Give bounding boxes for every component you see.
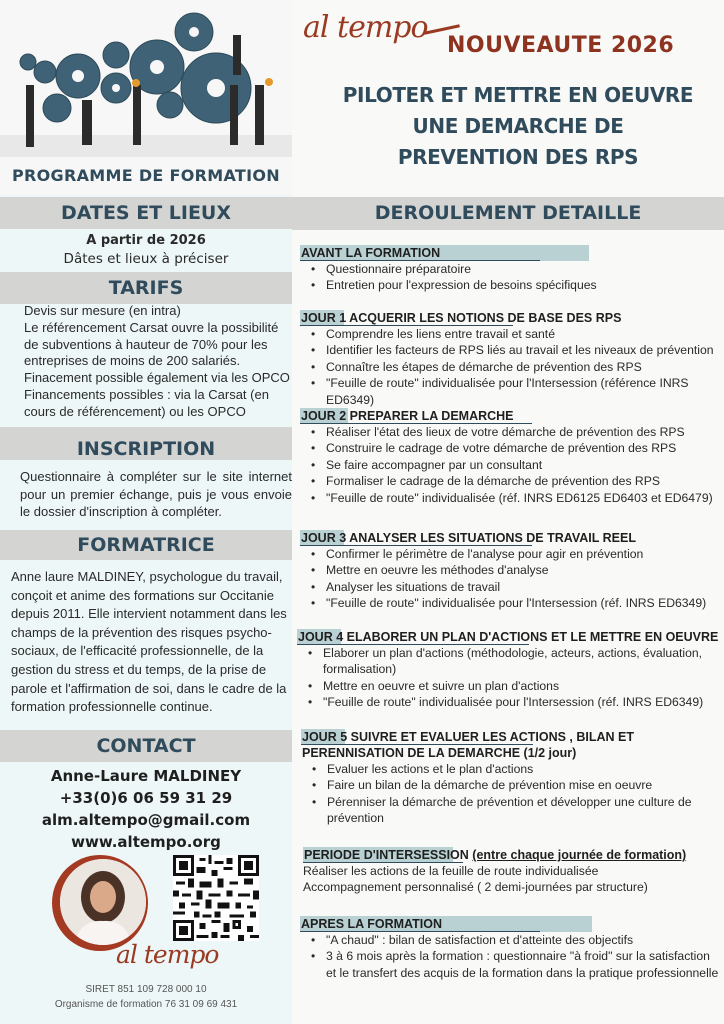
contact-name: Anne-Laure MALDINEY [50, 767, 242, 785]
list-item: • Questionnaire préparatoire [300, 261, 720, 277]
list-item: • Mettre en oeuvre les méthodes d'analyse [300, 562, 720, 578]
contact-website[interactable]: www.altempo.org [71, 833, 221, 851]
section-title: JOUR 3 ANALYSER LES SITUATIONS DE TRAVAIL REEL [301, 531, 636, 545]
tarifs-text: Devis sur mesure (en intra) Le référencement Carsat ouvre la possibilité de subventions à hauteur de 70% pour les entreprises de moins de 200 salariés. Finacement possible également via les OPCO Financements possibles : via la Carsat (en cours de référencement) ou les OPCO [24, 303, 290, 419]
dates-info [0, 231, 292, 269]
qr-code-icon [173, 855, 259, 941]
section-jour2 [300, 408, 720, 506]
list-item: • "Feuille de route" individualisée pour l'Intersession (réf. INRS ED6349) [300, 595, 720, 611]
section-title: APRES LA FORMATION [300, 916, 720, 932]
list-item: • Construire le cadrage de votre démarche de prévention des RPS [300, 440, 720, 456]
section-title: PERIODE D'INTERSESSION (entre chaque journée de formation) [304, 848, 687, 862]
program-label: PROGRAMME DE FORMATION [12, 166, 280, 185]
list-item: • Pérenniser la démarche de prévention et développer une culture de prévention [301, 794, 721, 827]
brand-logo: al tempo [303, 10, 460, 45]
tarifs-heading: TARIFS [0, 272, 292, 304]
hero-gears-illustration [0, 0, 292, 195]
contact-phone[interactable]: +33(0)6 06 59 31 29 [59, 789, 233, 807]
section-title: JOUR 1 ACQUERIR LES NOTIONS DE BASE DES RPS [301, 311, 622, 325]
new-badge: NOUVEAUTE 2026 [447, 33, 675, 58]
list-item: • Formaliser le cadrage de la démarche de prévention des RPS [300, 473, 720, 489]
brand-logo-bottom: al tempo [116, 940, 219, 969]
list-item: • Réaliser l'état des lieux de votre démarche de prévention des RPS [300, 424, 720, 440]
list-item: • Analyser les situations de travail [300, 579, 720, 595]
gears-icon [0, 0, 292, 165]
list-item: • Faire un bilan de la démarche de prévention mise en oeuvre [301, 777, 721, 793]
avatar [52, 855, 148, 951]
section-jour4 [297, 629, 720, 711]
contact-details [0, 765, 292, 853]
section-title: JOUR 5 SUIVRE ET EVALUER LES ACTIONS , BILAN ET PERENNISATION DE LA DEMARCHE (1/2 jour) [302, 730, 634, 760]
contact-heading: CONTACT [0, 730, 292, 762]
section-avant [300, 245, 720, 294]
list-item: • Se faire accompagner par un consultant [300, 457, 720, 473]
company-registration [0, 982, 292, 1012]
list-item: • "A chaud" : bilan de satisfaction et d'atteinte des objectifs [300, 932, 720, 948]
formatrice-heading: FORMATRICE [0, 530, 292, 560]
list-item: • Elaborer un plan d'actions (méthodologie, acteurs, actions, évaluation, formalisation) [297, 645, 720, 678]
formatrice-bio: Anne laure MALDINEY, psychologue du travail, conçoit et anime des formations sur Occitanie depuis 2011. Elle intervient notamment dans les champs de la prévention des risques psycho-sociaux, de l'efficacité professionnelle, de la gestion du stress et du temps, de la prise de parole et l'affirmation de soi, dans le cadre de la formation professionnelle continue. [11, 569, 287, 715]
section-title: JOUR 4 ELABORER UN PLAN D'ACTIONS ET LE METTRE EN OEUVRE [298, 630, 719, 644]
list-item: • "Feuille de route" individualisée (réf. INRS ED6125 ED6403 et ED6479) [300, 490, 720, 506]
list-item: • Connaître les étapes de démarche de prévention des RPS [300, 359, 720, 375]
list-item: • Entretien pour l'expression de besoins spécifiques [300, 277, 720, 293]
list-item: • "Feuille de route" individualisée pour l'Intersession (réf. INRS ED6349) [297, 694, 720, 710]
inscription-heading: INSCRIPTION [0, 427, 292, 460]
inscription-text: Questionnaire à compléter sur le site internet pour un premier échange, puis je vous envoie le dossier d'inscription à compléter. [20, 469, 292, 519]
list-item: • Evaluer les actions et le plan d'actions [301, 761, 721, 777]
dates-location: Dâtes et lieux à préciser [63, 251, 229, 267]
list-item: • Identifier les facteurs de RPS liés au travail et les niveaux de prévention [300, 342, 720, 358]
section-title: AVANT LA FORMATION [300, 245, 720, 261]
list-item: • "Feuille de route" individualisée pour l'Intersession (référence INRS ED6349) [300, 375, 720, 408]
dates-start: A partir de 2026 [86, 233, 206, 248]
program-heading: DEROULEMENT DETAILLE [292, 197, 724, 230]
section-jour1 [300, 310, 720, 408]
section-jour3 [300, 530, 720, 612]
section-title: JOUR 2 PREPARER LA DEMARCHE [300, 408, 720, 424]
siret-number: SIRET 851 109 728 000 10 [85, 984, 207, 995]
intersession-line: Accompagnement personnalisé ( 2 demi-journées par structure) [303, 880, 648, 895]
list-item: • Mettre en oeuvre et suivre un plan d'actions [297, 678, 720, 694]
section-apres [300, 916, 720, 981]
list-item: • Comprendre les liens entre travail et santé [300, 326, 720, 342]
qr-code[interactable] [173, 855, 259, 941]
list-item: • Confirmer le périmètre de l'analyse pour agir en prévention [300, 546, 720, 562]
page-title: PILOTER ET METTRE EN OEUVRE UNE DEMARCHE DE PREVENTION DES RPS [342, 83, 694, 169]
dates-heading: DATES ET LIEUX [0, 197, 292, 229]
portrait-icon [60, 859, 146, 945]
training-org-number: Organisme de formation 76 31 09 69 431 [54, 999, 238, 1010]
list-item: • 3 à 6 mois après la formation : questionnaire "à froid" sur la satisfaction et le transfert des acquis de la formation dans la pratique professionnelle [300, 948, 720, 981]
contact-email[interactable]: alm.altempo@gmail.com [41, 811, 251, 829]
intersession-line: Réaliser les actions de la feuille de route individualisée [303, 864, 599, 878]
section-jour5 [301, 729, 721, 827]
section-intersession [303, 847, 721, 896]
